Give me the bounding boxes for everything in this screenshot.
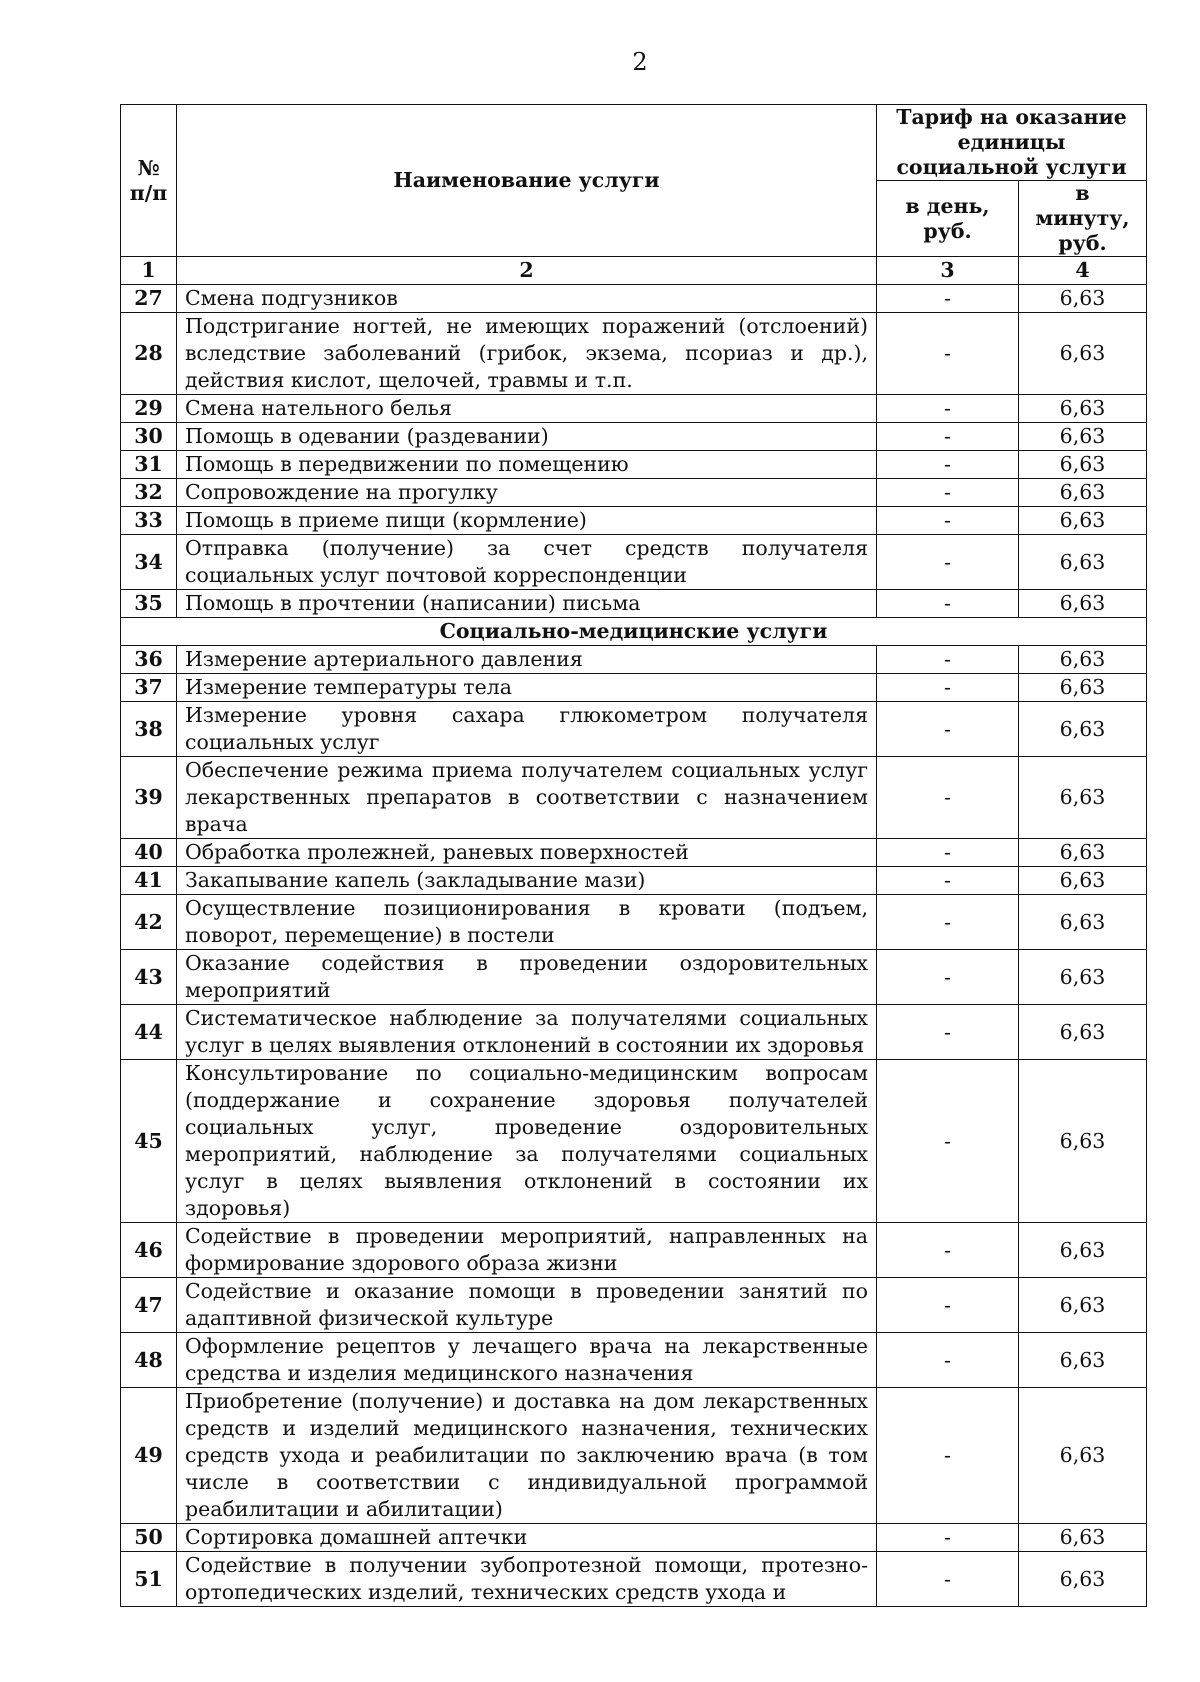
service-rows-medical [121,646,1147,1607]
row-number: 27 [121,285,177,313]
service-name: Помощь в одевании (раздевании) [177,423,877,451]
service-name: Отправка (получение) за счет средств получателя социальных услуг почтовой корреспонденции [177,535,877,590]
tariff-per-minute: 6,63 [1019,1278,1147,1333]
table-row [121,1223,1147,1278]
service-name: Закапывание капель (закладывание мази) [177,867,877,895]
services-tariff-table [120,104,1147,1607]
service-name: Обработка пролежней, раневых поверхностей [177,839,877,867]
tariff-per-minute: 6,63 [1019,1388,1147,1524]
table-row [121,674,1147,702]
tariff-per-minute: 6,63 [1019,895,1147,950]
tariff-per-day: - [877,479,1019,507]
tariff-per-minute: 6,63 [1019,451,1147,479]
row-number: 38 [121,702,177,757]
row-number: 51 [121,1552,177,1607]
row-number: 33 [121,507,177,535]
tariff-per-minute: 6,63 [1019,839,1147,867]
table-row [121,646,1147,674]
tariff-per-minute: 6,63 [1019,646,1147,674]
row-number: 44 [121,1005,177,1060]
table-row [121,1060,1147,1223]
header-name: Наименование услуги [177,105,877,257]
tariff-per-day: - [877,285,1019,313]
row-number: 35 [121,590,177,618]
tariff-per-day: - [877,1223,1019,1278]
tariff-per-minute: 6,63 [1019,757,1147,839]
tariff-per-minute: 6,63 [1019,590,1147,618]
tariff-per-day: - [877,423,1019,451]
tariff-per-minute: 6,63 [1019,867,1147,895]
service-name: Помощь в приеме пищи (кормление) [177,507,877,535]
table-row [121,867,1147,895]
tariff-per-day: - [877,1524,1019,1552]
row-number: 46 [121,1223,177,1278]
row-number: 29 [121,395,177,423]
row-number: 39 [121,757,177,839]
header-per-minute: в минуту, руб. [1019,181,1147,257]
service-name: Консультирование по социально-медицинским вопросам (поддержание и сохранение здоровья получателей социальных услуг, проведение оздоровительных мероприятий, наблюдение за получателями социальных услуг в целях выявления отклонений в состоянии их здоровья) [177,1060,877,1223]
column-number-1: 1 [121,257,177,285]
service-name: Содействие в получении зубопротезной помощи, протезно-ортопедических изделий, технических средств ухода и [177,1552,877,1607]
row-number: 41 [121,867,177,895]
section-title: Социально-медицинские услуги [121,618,1147,646]
tariff-per-day: - [877,895,1019,950]
tariff-per-day: - [877,757,1019,839]
service-name: Содействие и оказание помощи в проведении занятий по адаптивной физической культуре [177,1278,877,1333]
service-name: Помощь в передвижении по помещению [177,451,877,479]
row-number: 49 [121,1388,177,1524]
service-name: Осуществление позиционирования в кровати (подъем, поворот, перемещение) в постели [177,895,877,950]
tariff-per-day: - [877,590,1019,618]
tariff-per-minute: 6,63 [1019,313,1147,395]
table-row [121,1552,1147,1607]
tariff-per-minute: 6,63 [1019,1005,1147,1060]
tariff-per-day: - [877,867,1019,895]
tariff-per-minute: 6,63 [1019,702,1147,757]
header-per-day: в день, руб. [877,181,1019,257]
table-row [121,757,1147,839]
service-name: Оформление рецептов у лечащего врача на лекарственные средства и изделия медицинского назначения [177,1333,877,1388]
tariff-per-day: - [877,702,1019,757]
row-number: 34 [121,535,177,590]
table-row [121,423,1147,451]
tariff-per-day: - [877,674,1019,702]
table-row [121,507,1147,535]
row-number: 36 [121,646,177,674]
row-number: 42 [121,895,177,950]
service-name: Сортировка домашней аптечки [177,1524,877,1552]
column-number-2: 2 [177,257,877,285]
service-name: Содействие в проведении мероприятий, направленных на формирование здорового образа жизни [177,1223,877,1278]
row-number: 28 [121,313,177,395]
table-row [121,950,1147,1005]
table-row [121,1278,1147,1333]
tariff-per-day: - [877,507,1019,535]
tariff-per-minute: 6,63 [1019,1333,1147,1388]
column-number-3: 3 [877,257,1019,285]
service-name: Смена подгузников [177,285,877,313]
header-num: № п/п [121,105,177,257]
table-row [121,839,1147,867]
tariff-per-day: - [877,1278,1019,1333]
row-number: 40 [121,839,177,867]
tariff-per-day: - [877,451,1019,479]
tariff-per-day: - [877,313,1019,395]
tariff-per-minute: 6,63 [1019,285,1147,313]
table-row [121,1388,1147,1524]
service-name: Измерение температуры тела [177,674,877,702]
row-number: 48 [121,1333,177,1388]
service-name: Обеспечение режима приема получателем социальных услуг лекарственных препаратов в соответствии с назначением врача [177,757,877,839]
table-row [121,1333,1147,1388]
table-row [121,702,1147,757]
tariff-per-day: - [877,395,1019,423]
tariff-per-day: - [877,1005,1019,1060]
tariff-per-minute: 6,63 [1019,479,1147,507]
tariff-per-day: - [877,646,1019,674]
service-name: Подстригание ногтей, не имеющих поражений (отслоений) вследствие заболеваний (грибок, экзема, псориаз и др.), действия кислот, щелочей, травмы и т.п. [177,313,877,395]
row-number: 37 [121,674,177,702]
table-row [121,1005,1147,1060]
table-row [121,479,1147,507]
tariff-per-minute: 6,63 [1019,535,1147,590]
tariff-per-minute: 6,63 [1019,1223,1147,1278]
table-row [121,285,1147,313]
tariff-per-day: - [877,535,1019,590]
header-tariff: Тариф на оказание единицы социальной услуги [877,105,1147,181]
service-name: Измерение уровня сахара глюкометром получателя социальных услуг [177,702,877,757]
row-number: 50 [121,1524,177,1552]
table-row [121,895,1147,950]
table-row [121,395,1147,423]
service-name: Смена нательного белья [177,395,877,423]
tariff-per-day: - [877,1060,1019,1223]
service-name: Приобретение (получение) и доставка на дом лекарственных средств и изделий медицинского назначения, технических средств ухода и реабилитации по заключению врача (в том числе в соответствии с индивидуальной программой реабилитации и абилитации) [177,1388,877,1524]
tariff-per-day: - [877,950,1019,1005]
service-name: Оказание содействия в проведении оздоровительных мероприятий [177,950,877,1005]
tariff-per-minute: 6,63 [1019,950,1147,1005]
column-number-4: 4 [1019,257,1147,285]
tariff-per-day: - [877,1388,1019,1524]
tariff-per-minute: 6,63 [1019,423,1147,451]
service-name: Помощь в прочтении (написании) письма [177,590,877,618]
tariff-per-minute: 6,63 [1019,1524,1147,1552]
tariff-per-day: - [877,839,1019,867]
table-row [121,313,1147,395]
tariff-per-day: - [877,1552,1019,1607]
row-number: 32 [121,479,177,507]
tariff-per-minute: 6,63 [1019,1060,1147,1223]
service-name: Сопровождение на прогулку [177,479,877,507]
table-row [121,1524,1147,1552]
row-number: 43 [121,950,177,1005]
tariff-per-day: - [877,1333,1019,1388]
table-row [121,451,1147,479]
row-number: 45 [121,1060,177,1223]
service-name: Систематическое наблюдение за получателями социальных услуг в целях выявления отклонений в состоянии их здоровья [177,1005,877,1060]
row-number: 31 [121,451,177,479]
row-number: 30 [121,423,177,451]
tariff-per-minute: 6,63 [1019,507,1147,535]
row-number: 47 [121,1278,177,1333]
table-row [121,590,1147,618]
table-row [121,535,1147,590]
service-rows-general [121,285,1147,618]
service-name: Измерение артериального давления [177,646,877,674]
tariff-per-minute: 6,63 [1019,1552,1147,1607]
tariff-per-minute: 6,63 [1019,395,1147,423]
tariff-per-minute: 6,63 [1019,674,1147,702]
page-number: 2 [632,48,648,76]
